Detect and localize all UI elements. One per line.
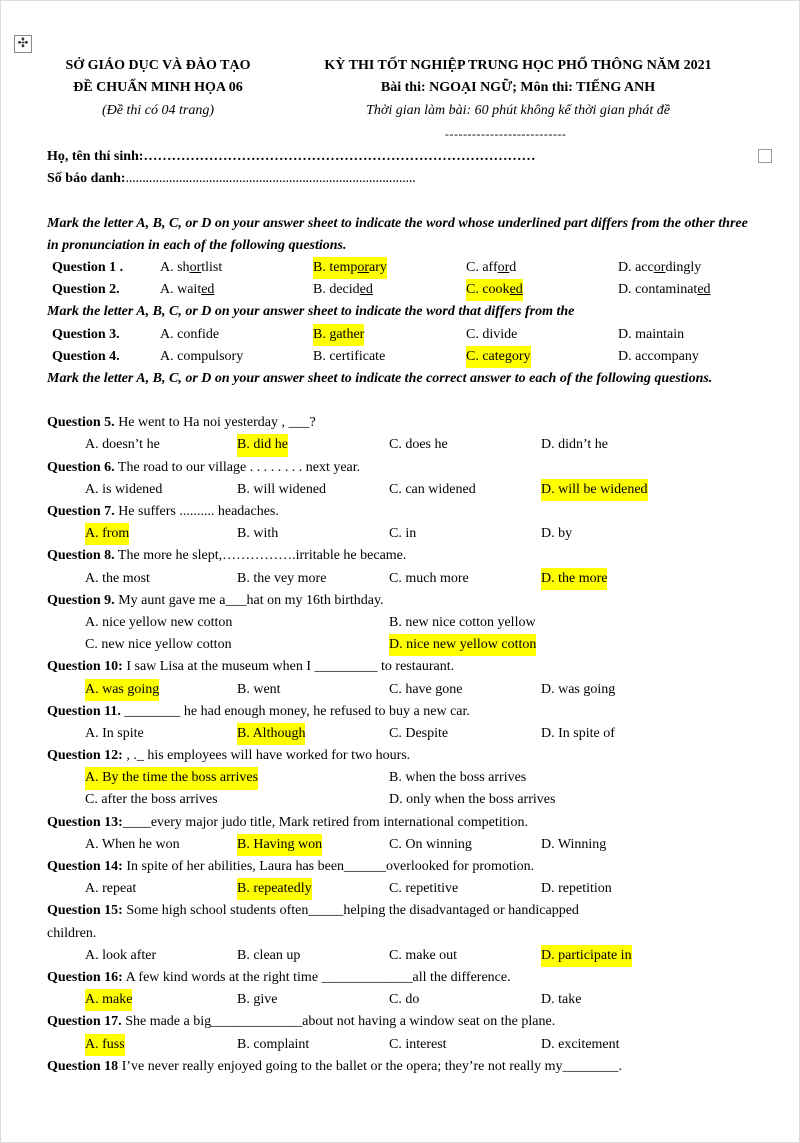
option-a[interactable]: A. When he won <box>85 836 180 852</box>
option-a[interactable]: A. shortlist <box>160 259 223 275</box>
option-b[interactable]: B. certificate <box>313 348 386 364</box>
option-b[interactable]: B. the vey more <box>237 570 327 586</box>
question-text: A few kind words at the right time _____________all the difference. <box>122 969 511 985</box>
option-a[interactable]: A. In spite <box>85 725 144 741</box>
spacer <box>47 190 757 212</box>
option-d[interactable]: D. maintain <box>618 326 685 342</box>
exam-subject: Bài thi: NGOẠI NGỮ; Môn thi: TIẾNG ANH <box>380 80 656 95</box>
id-dots: …………………………………………………………………………… <box>125 174 416 186</box>
question-12-options-row2 <box>47 789 757 811</box>
option-b[interactable]: B. will widened <box>237 481 327 497</box>
question-label: Question 6. <box>47 459 115 475</box>
option-d[interactable]: D. accompany <box>618 348 699 364</box>
question-label: Question 8. <box>47 548 115 564</box>
question-text: The road to our village . . . . . . . . next year. <box>114 459 361 475</box>
option-a[interactable]: A. from <box>85 523 129 545</box>
question-15-options <box>47 945 757 967</box>
option-b[interactable]: B. give <box>237 992 278 1008</box>
option-a[interactable]: A. is widened <box>85 481 163 497</box>
question-12-options-row1 <box>47 767 757 789</box>
instruction-correct: Mark the letter A, B, C, or D on your answer sheet to indicate the correct answer to each of the following questions. <box>47 370 713 386</box>
question-9-options-row2 <box>47 634 757 656</box>
instruction-pronunciation: Mark the letter A, B, C, or D on your answer sheet to indicate the word whose underlined part differs from the other three in pronunciation in each of the following questions. <box>47 215 748 253</box>
question-5-options <box>47 434 757 456</box>
option-b[interactable]: B. did he <box>237 434 288 456</box>
option-c[interactable]: C. does he <box>389 437 448 453</box>
option-a[interactable]: A. By the time the boss arrives <box>85 767 258 789</box>
id-label: Số báo danh: <box>47 171 126 187</box>
question-8-stem <box>47 545 757 567</box>
option-b[interactable]: B. clean up <box>237 947 301 963</box>
option-b[interactable]: B. decided <box>313 282 373 298</box>
option-b[interactable]: B. complaint <box>237 1036 310 1052</box>
question-10-options <box>47 679 757 701</box>
option-a[interactable]: A. look after <box>85 947 157 963</box>
question-18-stem <box>47 1056 757 1078</box>
option-c[interactable]: C. cooked <box>466 279 523 301</box>
option-c[interactable]: C. make out <box>389 947 458 963</box>
option-d[interactable]: D. by <box>541 526 573 542</box>
question-label: Question 13: <box>47 814 123 830</box>
option-a[interactable]: A. doesn’t he <box>85 437 160 453</box>
question-6-options <box>47 479 757 501</box>
option-c[interactable]: C. in <box>389 526 417 542</box>
option-b[interactable]: B. repeatedly <box>237 878 312 900</box>
option-d[interactable]: D. contaminated <box>618 282 711 298</box>
option-d[interactable]: D. nice new yellow cotton <box>389 634 536 656</box>
question-text: He went to Ha noi yesterday , ___? <box>114 415 316 431</box>
question-15-stem-cont: children. <box>47 925 97 941</box>
option-a[interactable]: A. waited <box>160 282 215 298</box>
question-text: Some high school students often_____helping the disadvantaged or handicapped <box>122 903 579 919</box>
option-b[interactable]: B. Although <box>237 723 305 745</box>
question-13-stem <box>47 812 757 834</box>
department-title: SỞ GIÁO DỤC VÀ ĐÀO TẠO <box>65 58 251 73</box>
question-text: ________ he had enough money, he refused to buy a new car. <box>120 703 470 719</box>
question-1 <box>47 257 757 279</box>
name-field <box>47 146 757 168</box>
question-text: He suffers .......... headaches. <box>114 504 279 520</box>
question-6-stem <box>47 457 757 479</box>
option-b[interactable]: B. Having won <box>237 834 322 856</box>
option-a[interactable]: A. confide <box>160 326 220 342</box>
question-8-options <box>47 568 757 590</box>
question-9-stem <box>47 590 757 612</box>
question-label: Question 14: <box>47 859 123 875</box>
question-label: Question 2. <box>52 282 120 298</box>
option-a[interactable]: A. nice yellow new cotton <box>85 614 233 630</box>
option-c[interactable]: C. On winning <box>389 836 472 852</box>
question-text: In spite of her abilities, Laura has been______overlooked for promotion. <box>122 859 535 875</box>
header-divider: --------------------------- <box>445 127 567 141</box>
question-14-options <box>47 878 757 900</box>
checkbox-icon[interactable] <box>758 149 772 163</box>
option-b[interactable]: B. gather <box>313 324 364 346</box>
move-handle-icon[interactable]: ✣ <box>14 35 32 53</box>
exam-code: ĐỀ CHUẨN MINH HỌA 06 <box>73 80 243 95</box>
question-label: Question 11. <box>47 703 121 719</box>
question-4 <box>47 346 757 368</box>
option-c[interactable]: C. do <box>389 992 420 1008</box>
question-13-options <box>47 834 757 856</box>
question-label: Question 1 . <box>52 259 124 275</box>
question-10-stem <box>47 656 757 678</box>
question-label: Question 9. <box>47 592 115 608</box>
option-a[interactable]: A. fuss <box>85 1034 125 1056</box>
option-d[interactable]: D. repetition <box>541 881 612 897</box>
exam-time: Thời gian làm bài: 60 phút không kể thời gian phát đề <box>366 103 670 118</box>
question-label: Question 18 <box>47 1058 119 1074</box>
question-text: My aunt gave me a___hat on my 16th birthday. <box>114 592 384 608</box>
option-d[interactable]: D. only when the boss arrives <box>389 792 556 808</box>
option-a[interactable]: A. compulsory <box>160 348 244 364</box>
question-15-stem <box>47 900 757 922</box>
question-7-options <box>47 523 757 545</box>
question-17-options <box>47 1034 757 1056</box>
option-c[interactable]: C. new nice yellow cotton <box>85 637 232 653</box>
exam-content <box>47 146 757 1078</box>
question-label: Question 10: <box>47 659 123 675</box>
question-16-options <box>47 989 757 1011</box>
option-a[interactable]: A. the most <box>85 570 150 586</box>
question-label: Question 16: <box>47 969 123 985</box>
name-label: Họ, tên thí sinh: <box>47 149 144 164</box>
question-3 <box>47 324 757 346</box>
question-text: , ._ his employees will have worked for two hours. <box>122 748 411 764</box>
option-d[interactable]: D. will be widened <box>541 479 648 501</box>
option-a[interactable]: A. make <box>85 989 132 1011</box>
question-label: Question 5. <box>47 415 115 431</box>
question-7-stem <box>47 501 757 523</box>
id-field <box>47 168 757 190</box>
question-label: Question 7. <box>47 504 115 520</box>
question-11-options <box>47 723 757 745</box>
question-5-stem <box>47 412 757 434</box>
question-16-stem <box>47 967 757 989</box>
question-text: The more he slept,…………….irritable he became. <box>114 548 407 564</box>
name-dots: ………………………………………………………………………… <box>143 149 536 164</box>
option-d[interactable]: D. accordingly <box>618 259 702 275</box>
option-b[interactable]: B. new nice cotton yellow <box>389 614 536 630</box>
option-c[interactable]: C. interest <box>389 1036 447 1052</box>
option-d[interactable]: D. take <box>541 992 582 1008</box>
question-text: She made a big_____________about not having a window seat on the plane. <box>121 1014 556 1030</box>
question-label: Question 12: <box>47 748 123 764</box>
question-text: I’ve never really enjoyed going to the ballet or the opera; they’re not really my________. <box>118 1058 623 1074</box>
question-text: ____every major judo title, Mark retired from international competition. <box>122 814 528 830</box>
question-label: Question 15: <box>47 903 123 919</box>
instruction-stress: Mark the letter A, B, C, or D on your answer sheet to indicate the word that differs from the <box>47 304 575 320</box>
question-14-stem <box>47 856 757 878</box>
option-c[interactable]: C. after the boss arrives <box>85 792 218 808</box>
option-c[interactable]: C. much more <box>389 570 469 586</box>
option-a[interactable]: A. was going <box>85 679 159 701</box>
option-d[interactable]: D. was going <box>541 681 616 697</box>
option-d[interactable]: D. Winning <box>541 836 607 852</box>
option-d[interactable]: D. excitement <box>541 1036 620 1052</box>
exam-title: KỲ THI TỐT NGHIỆP TRUNG HỌC PHỔ THÔNG NĂM 2021 <box>324 58 712 73</box>
option-c[interactable]: C. divide <box>466 326 518 342</box>
option-a[interactable]: A. repeat <box>85 881 137 897</box>
option-c[interactable]: C. have gone <box>389 681 463 697</box>
option-d[interactable]: D. participate in <box>541 945 632 967</box>
question-2 <box>47 279 757 301</box>
question-label: Question 4. <box>52 348 120 364</box>
option-c[interactable]: C. can widened <box>389 481 476 497</box>
question-11-stem <box>47 701 757 723</box>
question-17-stem <box>47 1011 757 1033</box>
option-c[interactable]: C. repetitive <box>389 881 459 897</box>
question-12-stem <box>47 745 757 767</box>
page-count: (Đề thi có 04 trang) <box>102 103 214 118</box>
option-c[interactable]: C. afford <box>466 259 517 275</box>
question-label: Question 3. <box>52 326 120 342</box>
option-b[interactable]: B. temporary <box>313 257 387 279</box>
question-text: I saw Lisa at the museum when I _________ to restaurant. <box>122 659 455 675</box>
option-b[interactable]: B. went <box>237 681 281 697</box>
option-c[interactable]: C. category <box>466 346 531 368</box>
option-d[interactable]: D. In spite of <box>541 725 615 741</box>
question-9-options-row1 <box>47 612 757 634</box>
option-c[interactable]: C. Despite <box>389 725 449 741</box>
option-b[interactable]: B. with <box>237 526 279 542</box>
option-d[interactable]: D. the more <box>541 568 607 590</box>
option-b[interactable]: B. when the boss arrives <box>389 770 527 786</box>
question-label: Question 17. <box>47 1014 122 1030</box>
option-d[interactable]: D. didn’t he <box>541 437 609 453</box>
